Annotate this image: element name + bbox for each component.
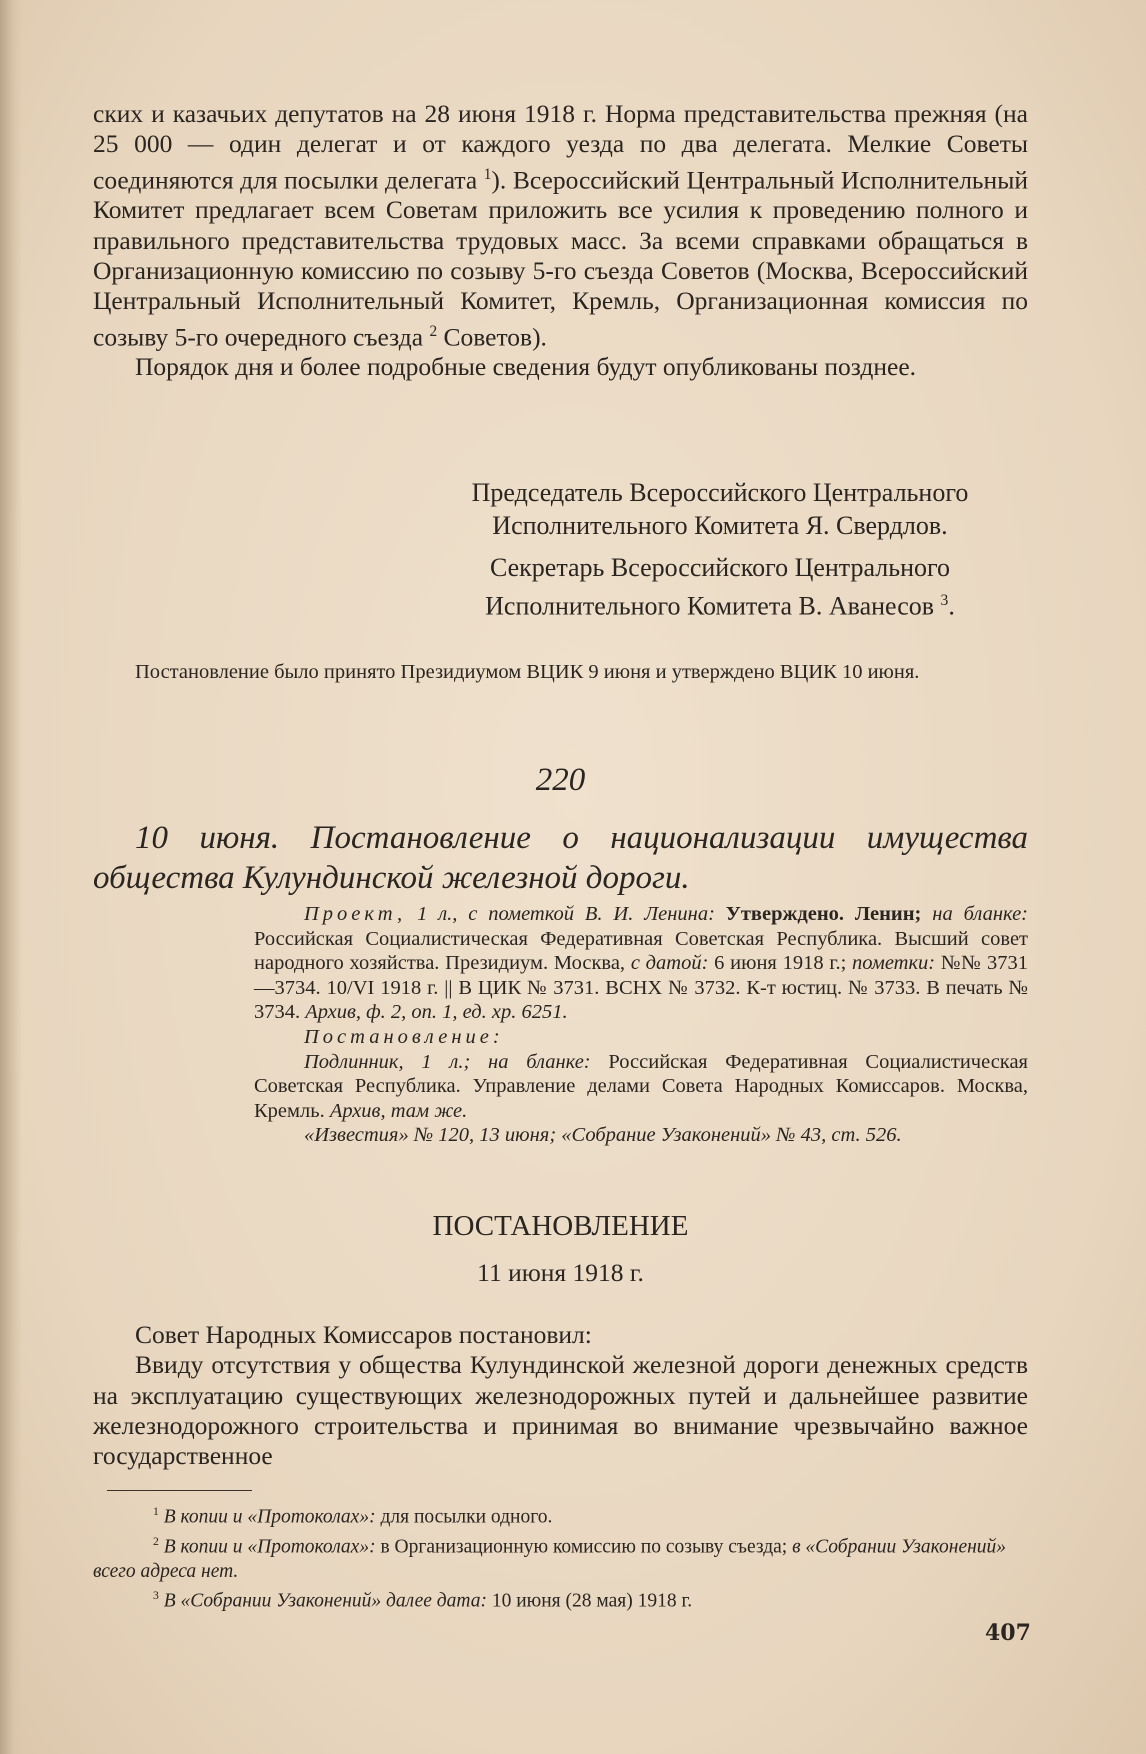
footnote-1: $^1$ В копии и «Протоколах»: для посылки одного. — [153, 1505, 553, 1528]
decree-date-wrap — [93, 1258, 1028, 1294]
footnote-2: $^2$ В копии и «Протоколах»: в Организационную комиссию по созыву съезда; в «Собрании Узаконений» всего адреса нет. — [93, 1534, 1007, 1582]
footnotes — [93, 1500, 1028, 1614]
document-title: 10 июня. Постановление о национализации имущества общества Кулундинской железной дороги. — [93, 820, 1028, 896]
paragraph-continued: ских и казачьих депутатов на 28 июня 1918 г. Норма представительства прежняя (на 25 000 — один делегат и от каждого уезда по два делегата. Мелкие Советы соединяются для посылки делегата $^1$). Всероссийский Центральный Исполнительный Комитет предлагает всем Советам приложить все усилия к проведению полного и правильного представительства трудовых масс. За всеми справками обращаться в Организационную комиссию по созыву 5-го съезда Советов (Москва, Всероссийский Центральный Исполнительный Комитет, Кремль, Организационная комиссия по созыву 5-го очередного съезда $^2$ Советов). — [93, 99, 1028, 352]
doc-number-wrap — [93, 762, 1028, 806]
footnote-ref-1: 1 — [483, 165, 492, 183]
decree-heading-wrap — [93, 1210, 1028, 1250]
footnote-3: $^3$ В «Собрании Узаконений» далее дата: 10 июня (28 мая) 1918 г. — [153, 1589, 693, 1612]
footnote-ref-3: 3 — [940, 592, 949, 609]
signature-secretary: Секретарь Всероссийского Центрального Исполнительного Комитета В. Аванесов $^3$. — [485, 553, 955, 621]
document-number: 220 — [535, 762, 586, 798]
source-description: Проект, 1 л., с пометкой В. И. Ленина: Утверждено. Ленин; на бланке: Российская Социалистическая Федеративная Советская Республика. Высший совет народного хозяйства. Президиум. Москва, с датой: 6 июня 1918 г.; пометки: №№ 3731—3734. 10/VI 1918 г. || В ЦИК № 3731. ВСНХ № 3732. К-т юстиц. № 3733. В печать № 3734. Архив, ф. 2, оп. 1, ед. хр. 6251. Постановление: Подлинник, 1 л.; на бланке: Российская Федеративная Социалистическая Советская Республика. Управление делами Совета Народных Комиссаров. Москва, Кремль. Архив, там же. «Известия» № 120, 13 июня; «Собрание Узаконений» № 43, ст. 526. — [254, 903, 1029, 1147]
paragraph-agenda: Порядок дня и более подробные сведения будут опубликованы позднее. — [135, 352, 917, 382]
decree-body: Совет Народных Комиссаров постановил: Ввиду отсутствия у общества Кулундинской железной дороги денежных средств на эксплуатацию существующих железнодорожных путей и дальнейшее развитие железнодорожного строительства и принимая во внимание чрезвычайно важное государственное — [93, 1320, 1028, 1471]
decree-date: 11 июня 1918 г. — [477, 1258, 644, 1287]
adoption-note: Постановление было принято Президиумом ВЦИК 9 июня и утверждено ВЦИК 10 июня. — [135, 661, 920, 683]
page-edge-shadow — [0, 0, 22, 1754]
decree-heading: ПОСТАНОВЛЕНИЕ — [432, 1210, 689, 1242]
continued-text — [93, 99, 1028, 383]
page-number: 407 — [985, 1620, 1031, 1646]
signature-chairman: Председатель Всероссийского Центрального Исполнительного Комитета Я. Свердлов. — [471, 478, 969, 540]
footnote-rule — [107, 1490, 252, 1491]
footnote-ref-2: 2 — [429, 322, 438, 340]
